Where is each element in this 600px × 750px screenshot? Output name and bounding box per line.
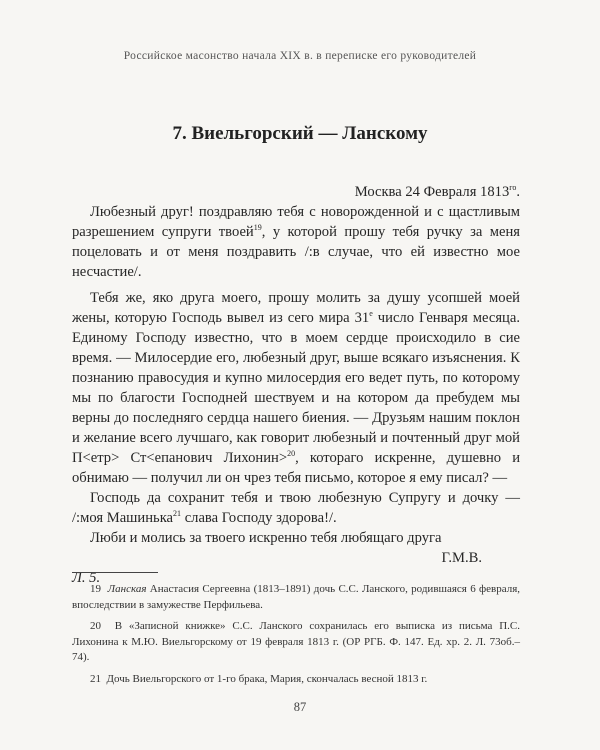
letter-signature: Г.М.В.	[441, 550, 482, 566]
chapter-title: 7. Виельгорский — Ланскому	[172, 123, 428, 144]
footnote-ref-20[interactable]: 20	[287, 449, 296, 459]
letter-dateline: Москва 24 Февраля $1813^{го}$.	[354, 183, 520, 200]
archive-reference: Л. 5.	[72, 570, 101, 586]
running-head: Российское масонство начала XIX в. в переписке его руководителей	[123, 50, 477, 62]
footnote-21: 21 Дочь Виельгорского от 1-го брака, Мария, скончалась весной 1813 г.	[90, 672, 428, 685]
footnote-divider	[72, 572, 158, 573]
letter-paragraph-1: Любезный друг! поздравляю тебя с новорожденной и с щастливым разрешением супруги твоей$^{19}$, у которой прошу тебя ручку за меня поцеловать и от меня поздравить /:в случае, что ей известно мое несчастие/.	[72, 204, 520, 280]
page-number: 87	[293, 700, 307, 714]
footnote-20: 20 В «Записной книжке» С.С. Ланского сохранилась его выписка из письма П.С. Лихонина к М.Ю. Виельгорскому от 19 февраля 1813 г. (ОР РГБ. Ф. 147. Ед. хр. 2. Л. 73об.–74).	[72, 620, 521, 663]
footnotes	[72, 582, 520, 693]
letter-body	[72, 182, 520, 588]
letter-paragraph-2: Тебя же, яко друга моего, прошу молить за душу усопшей моей жены, которую Господь вывел из сего мира $31^е$ число Генваря месяца. Единому Господу известно, что в моем сердце происходило в сие время. — Милосердие его, любезный друг, выше всякаго изъяснения. К познанию правосудия и купно милосердия его ведет путь, по которому мы по благости Господней шествуем и на котором да пребудем мы верны до последняго сердца нашего биения. — Друзьям нашим поклон и желание всего лучшаго, как говорит любезный и почтенный друг мой П<етр> Ст<епанович Лихонин>$^{20}$, котораго искренне, душевно и обнимаю — получил ли он чрез тебя письмо, которое я ему писал? —	[72, 290, 521, 486]
letter-paragraph-3: Господь да сохранит тебя и твою любезную Супругу и дочку — /:моя Машинька$^{21}$ слава Господу здорова!/.	[72, 490, 520, 526]
footnote-ref-19[interactable]: 19	[253, 223, 262, 233]
letter-paragraph-4: Люби и молись за твоего искренно тебя любящаго друга	[90, 530, 442, 546]
footnote-ref-21[interactable]: 21	[173, 509, 182, 519]
footnote-19: 19 Ланская Анастасия Сергеевна (1813–1891) дочь С.С. Ланского, родившаяся 6 февраля, впоследствии в замужестве Перфильева.	[72, 583, 521, 611]
